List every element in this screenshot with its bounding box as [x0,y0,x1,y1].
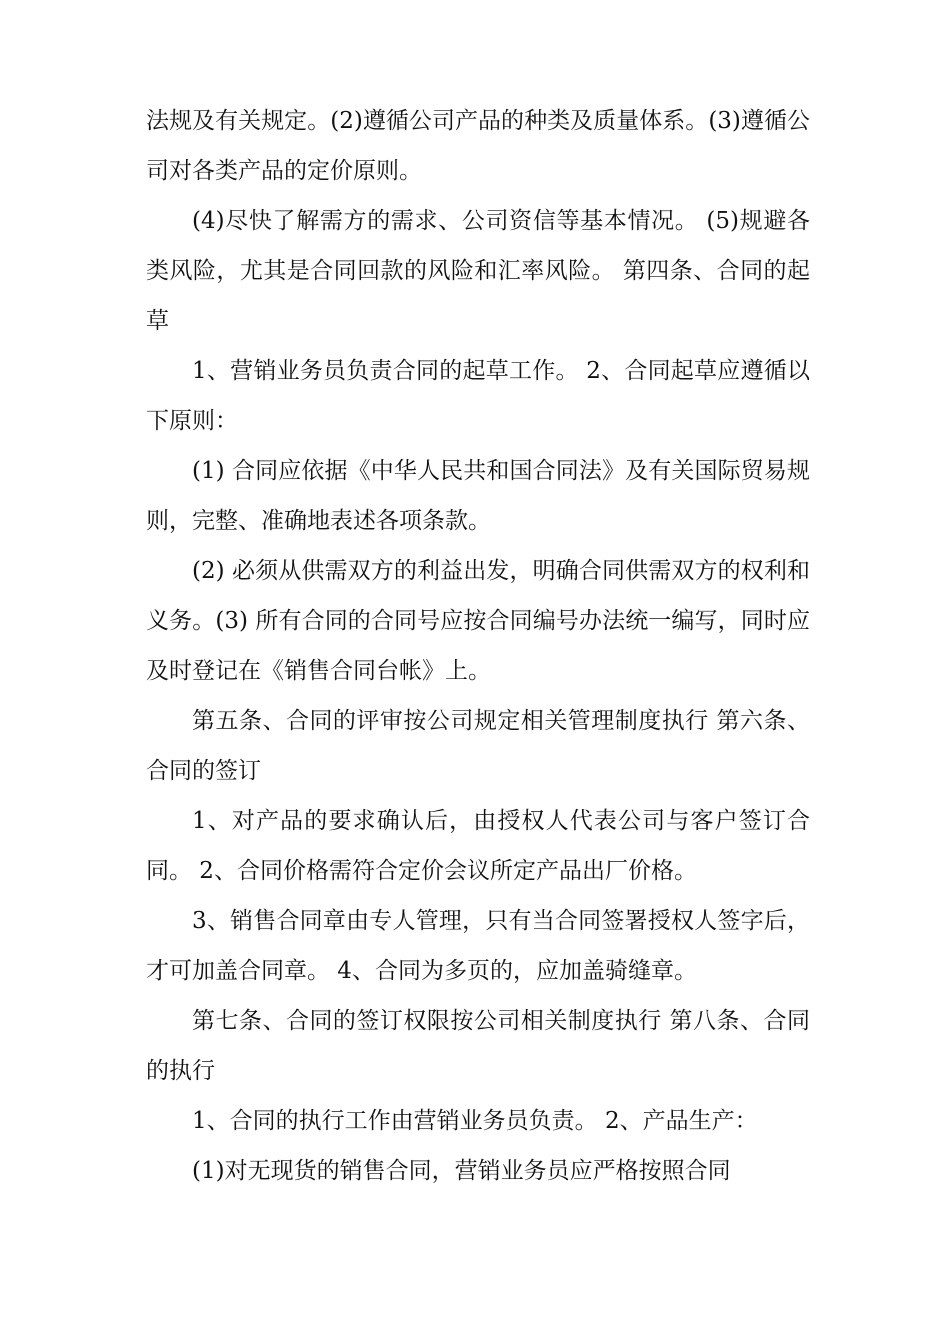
paragraph-8: 3、销售合同章由专人管理，只有当合同签署授权人签字后，才可加盖合同章。 4、合同为多页的，应加盖骑缝章。 [146,908,810,984]
paragraph-7: 1、对产品的要求确认后，由授权人代表公司与客户签订合同。 2、合同价格需符合定价会议所定产品出厂价格。 [146,808,810,884]
paragraph-6: 第五条、合同的评审按公司规定相关管理制度执行 第六条、合同的签订 [146,708,810,784]
paragraph-9: 第七条、合同的签订权限按公司相关制度执行 第八条、合同的执行 [146,1008,810,1084]
paragraph-1: 法规及有关规定。(2)遵循公司产品的种类及质量体系。(3)遵循公司对各类产品的定价原则。 [146,108,810,184]
paragraph-3: 1、营销业务员负责合同的起草工作。 2、合同起草应遵循以下原则： [146,358,810,434]
paragraph-11: (1)对无现货的销售合同，营销业务员应严格按照合同 [192,1158,731,1184]
paragraph-2: (4)尽快了解需方的需求、公司资信等基本情况。 (5)规避各类风险，尤其是合同回款的风险和汇率风险。 第四条、合同的起草 [146,208,810,334]
document-body [146,96,810,1196]
paragraph-10: 1、合同的执行工作由营销业务员负责。 2、产品生产： [192,1108,758,1134]
paragraph-5: (2) 必须从供需双方的利益出发，明确合同供需双方的权利和义务。(3) 所有合同的合同号应按合同编号办法统一编写，同时应及时登记在《销售合同台帐》上。 [146,558,810,684]
paragraph-4: (1) 合同应依据《中华人民共和国合同法》及有关国际贸易规则，完整、准确地表述各项条款。 [146,458,810,534]
